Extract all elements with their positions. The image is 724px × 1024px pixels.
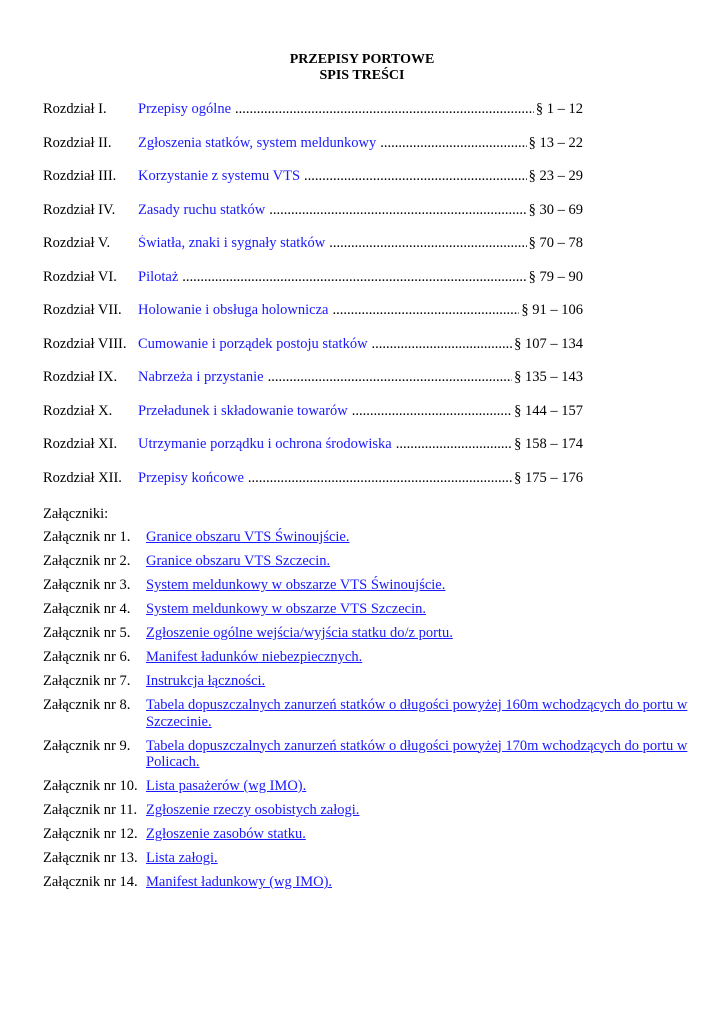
attachment-entry <box>43 649 693 666</box>
chapter-number: Rozdział IV. <box>43 201 116 218</box>
paragraph-range: § 135 – 143 <box>514 369 583 385</box>
attachment-link[interactable]: System meldunkowy w obszarze VTS Świnoujście. <box>146 577 446 593</box>
attachment-link[interactable]: Manifest ładunkowy (wg IMO). <box>146 874 333 890</box>
attachment-number: Załącznik nr 10. <box>43 778 138 794</box>
chapter-number: Rozdział I. <box>43 101 107 117</box>
toc-entry <box>43 336 583 370</box>
document-title: PRZEPISY PORTOWE <box>289 52 435 67</box>
leader-dots <box>332 302 519 336</box>
leader-dots <box>380 135 526 169</box>
chapter-title[interactable]: Przepisy ogólne <box>138 101 232 117</box>
chapter-number: Rozdział VII. <box>43 302 122 318</box>
attachment-number: Załącznik nr 13. <box>43 850 138 866</box>
attachment-entry <box>43 529 693 546</box>
toc-entry <box>43 403 583 437</box>
chapter-link[interactable] <box>138 168 583 202</box>
chapter-number: Rozdział II. <box>43 134 112 151</box>
attachment-number: Załącznik nr 2. <box>43 553 131 569</box>
attachment-number: Załącznik nr 8. <box>43 697 131 713</box>
attachment-entry <box>43 553 693 570</box>
chapter-link[interactable] <box>138 202 583 236</box>
paragraph-range: § 70 – 78 <box>528 235 583 251</box>
chapter-link[interactable] <box>138 269 583 303</box>
chapter-title[interactable]: Zasady ruchu statków <box>138 201 266 218</box>
chapter-link[interactable] <box>138 470 583 504</box>
paragraph-range: § 175 – 176 <box>514 469 583 486</box>
leader-dots <box>304 168 527 202</box>
attachment-entry <box>43 697 693 730</box>
attachment-number: Załącznik nr 3. <box>43 577 131 593</box>
toc-entry <box>43 235 583 269</box>
paragraph-range: § 158 – 174 <box>514 436 583 452</box>
leader-dots <box>329 235 526 269</box>
attachments-list <box>43 529 693 898</box>
attachment-link[interactable]: Granice obszaru VTS Szczecin. <box>146 553 331 569</box>
chapter-title[interactable]: Nabrzeża i przystanie <box>138 369 264 385</box>
chapter-title[interactable]: Cumowanie i porządek postoju statków <box>138 335 368 352</box>
paragraph-range: § 30 – 69 <box>528 201 583 218</box>
leader-dots <box>248 470 512 504</box>
attachment-number: Załącznik nr 7. <box>43 673 131 689</box>
attachment-number: Załącznik nr 11. <box>43 802 138 818</box>
attachment-number: Załącznik nr 12. <box>43 826 138 842</box>
attachment-number: Załącznik nr 14. <box>43 874 138 890</box>
toc-entry <box>43 369 583 403</box>
chapter-link[interactable] <box>138 101 583 135</box>
attachment-link[interactable]: Lista pasażerów (wg IMO). <box>146 778 307 794</box>
attachment-number: Załącznik nr 5. <box>43 625 131 641</box>
chapter-link[interactable] <box>138 135 583 169</box>
leader-dots <box>268 369 513 403</box>
chapter-title[interactable]: Przeładunek i składowanie towarów <box>138 402 348 419</box>
attachment-link[interactable]: Manifest ładunków niebezpiecznych. <box>146 649 363 665</box>
attachment-link[interactable]: Zgłoszenie rzeczy osobistych załogi. <box>146 802 360 818</box>
attachment-entry <box>43 850 693 867</box>
toc-entry <box>43 436 583 470</box>
paragraph-range: § 13 – 22 <box>528 134 583 151</box>
leader-dots <box>352 403 512 437</box>
attachment-link[interactable]: Instrukcja łączności. <box>146 673 266 689</box>
attachment-entry <box>43 738 693 771</box>
attachment-link[interactable]: Tabela dopuszczalnych zanurzeń statków o długości powyżej 170m wchodzących do portu w Policach. <box>146 737 688 770</box>
attachment-link[interactable]: Tabela dopuszczalnych zanurzeń statków o długości powyżej 160m wchodzących do portu w Szczecinie. <box>146 697 688 730</box>
chapter-title[interactable]: Zgłoszenia statków, system meldunkowy <box>138 134 377 151</box>
paragraph-range: § 23 – 29 <box>528 168 583 184</box>
chapter-number: Rozdział IX. <box>43 369 118 385</box>
toc-entry <box>43 202 583 236</box>
leader-dots <box>269 202 526 236</box>
chapter-number: Rozdział XII. <box>43 469 122 486</box>
toc-entry <box>43 470 583 504</box>
leader-dots <box>182 269 526 303</box>
chapter-link[interactable] <box>138 235 583 269</box>
chapter-title[interactable]: Przepisy końcowe <box>138 469 244 486</box>
attachment-entry <box>43 601 693 618</box>
leader-dots <box>396 436 512 470</box>
chapter-title[interactable]: Korzystanie z systemu VTS <box>138 168 301 184</box>
attachment-link[interactable]: System meldunkowy w obszarze VTS Szczecin. <box>146 601 427 617</box>
attachments-heading: Załączniki: <box>43 506 109 522</box>
toc-heading: SPIS TREŚCI <box>319 68 405 83</box>
chapter-title[interactable]: Światła, znaki i sygnały statków <box>138 235 326 251</box>
chapter-number: Rozdział V. <box>43 235 111 251</box>
chapter-title[interactable]: Holowanie i obsługa holownicza <box>138 302 329 318</box>
chapter-title[interactable]: Utrzymanie porządku i ochrona środowiska <box>138 436 392 452</box>
paragraph-range: § 91 – 106 <box>521 302 583 318</box>
paragraph-range: § 144 – 157 <box>514 402 583 419</box>
chapter-link[interactable] <box>138 436 583 470</box>
table-of-contents <box>43 101 583 503</box>
paragraph-range: § 1 – 12 <box>535 101 583 117</box>
paragraph-range: § 107 – 134 <box>514 335 583 352</box>
paragraph-range: § 79 – 90 <box>528 268 583 285</box>
chapter-number: Rozdział VI. <box>43 268 117 285</box>
attachment-number: Załącznik nr 4. <box>43 601 131 617</box>
chapter-link[interactable] <box>138 302 583 336</box>
attachment-entry <box>43 577 693 594</box>
attachment-entry <box>43 874 693 891</box>
chapter-link[interactable] <box>138 403 583 437</box>
chapter-link[interactable] <box>138 369 583 403</box>
toc-entry <box>43 135 583 169</box>
attachment-link[interactable]: Lista załogi. <box>146 850 218 866</box>
leader-dots <box>372 336 513 370</box>
toc-entry <box>43 269 583 303</box>
attachment-link[interactable]: Zgłoszenie zasobów statku. <box>146 826 306 842</box>
toc-entry <box>43 168 583 202</box>
leader-dots <box>235 101 534 135</box>
chapter-number: Rozdział X. <box>43 402 113 419</box>
attachment-link[interactable]: Granice obszaru VTS Świnoujście. <box>146 529 350 545</box>
chapter-title[interactable]: Pilotaż <box>138 268 179 285</box>
toc-entry <box>43 101 583 135</box>
attachment-number: Załącznik nr 9. <box>43 737 131 754</box>
attachment-entry <box>43 625 693 642</box>
attachment-entry <box>43 802 693 819</box>
chapter-number: Rozdział III. <box>43 168 117 184</box>
chapter-number: Rozdział VIII. <box>43 335 127 352</box>
attachment-link[interactable]: Zgłoszenie ogólne wejścia/wyjścia statku do/z portu. <box>146 625 453 641</box>
attachment-number: Załącznik nr 1. <box>43 529 131 545</box>
chapter-number: Rozdział XI. <box>43 436 118 452</box>
attachment-entry <box>43 826 693 843</box>
attachment-number: Załącznik nr 6. <box>43 649 131 665</box>
toc-entry <box>43 302 583 336</box>
chapter-link[interactable] <box>138 336 583 370</box>
attachment-entry <box>43 673 693 690</box>
attachment-entry <box>43 778 693 795</box>
